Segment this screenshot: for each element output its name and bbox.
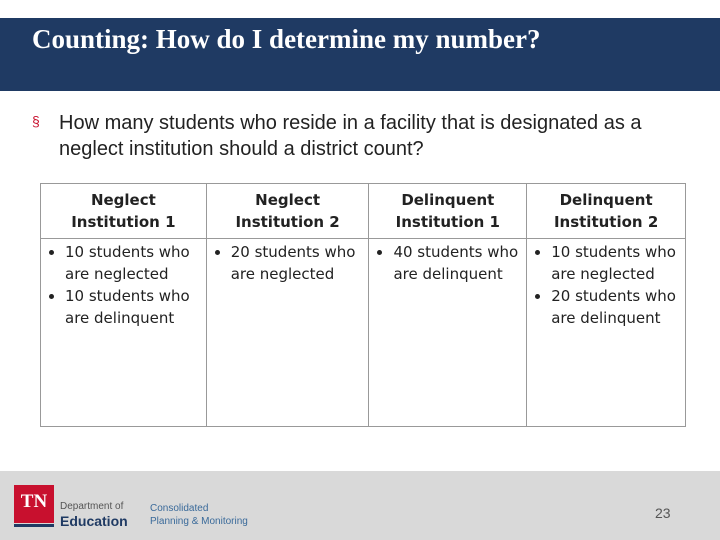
- cell-delinquent-1: [369, 239, 527, 427]
- tn-logo: TN: [14, 485, 54, 523]
- page-number: 23: [655, 505, 671, 521]
- cpm-label-line1: Consolidated: [150, 503, 209, 514]
- slide-title: Counting: How do I determine my number?: [32, 24, 541, 54]
- list-item: • 10 students who are delinquent: [65, 285, 202, 329]
- table-header-row: [41, 184, 686, 239]
- bullet-marker: §: [32, 113, 40, 129]
- institutions-table: [40, 183, 686, 427]
- cell-neglect-1: [41, 239, 207, 427]
- header-delinquent-1: Delinquent Institution 1: [369, 184, 527, 239]
- tn-logo-underline: [14, 524, 54, 527]
- dept-label-small: Department of: [60, 501, 124, 512]
- header-neglect-2: Neglect Institution 2: [206, 184, 369, 239]
- table-row: [41, 239, 686, 427]
- list-item: • 20 students who are neglected: [231, 241, 365, 285]
- list-item: • 20 students who are delinquent: [551, 285, 681, 329]
- header-neglect-1: Neglect Institution 1: [41, 184, 207, 239]
- cell-neglect-2: [206, 239, 369, 427]
- cell-delinquent-2: [527, 239, 686, 427]
- list-item: • 40 students who are delinquent: [393, 241, 522, 285]
- bullet-question: How many students who reside in a facility that is designated as a neglect institution should a district count?: [59, 112, 642, 160]
- list-item: • 10 students who are neglected: [551, 241, 681, 285]
- list-item: • 10 students who are neglected: [65, 241, 202, 285]
- header-delinquent-2: Delinquent Institution 2: [527, 184, 686, 239]
- cpm-label-line2: Planning & Monitoring: [150, 516, 248, 527]
- dept-label-large: Education: [60, 513, 128, 529]
